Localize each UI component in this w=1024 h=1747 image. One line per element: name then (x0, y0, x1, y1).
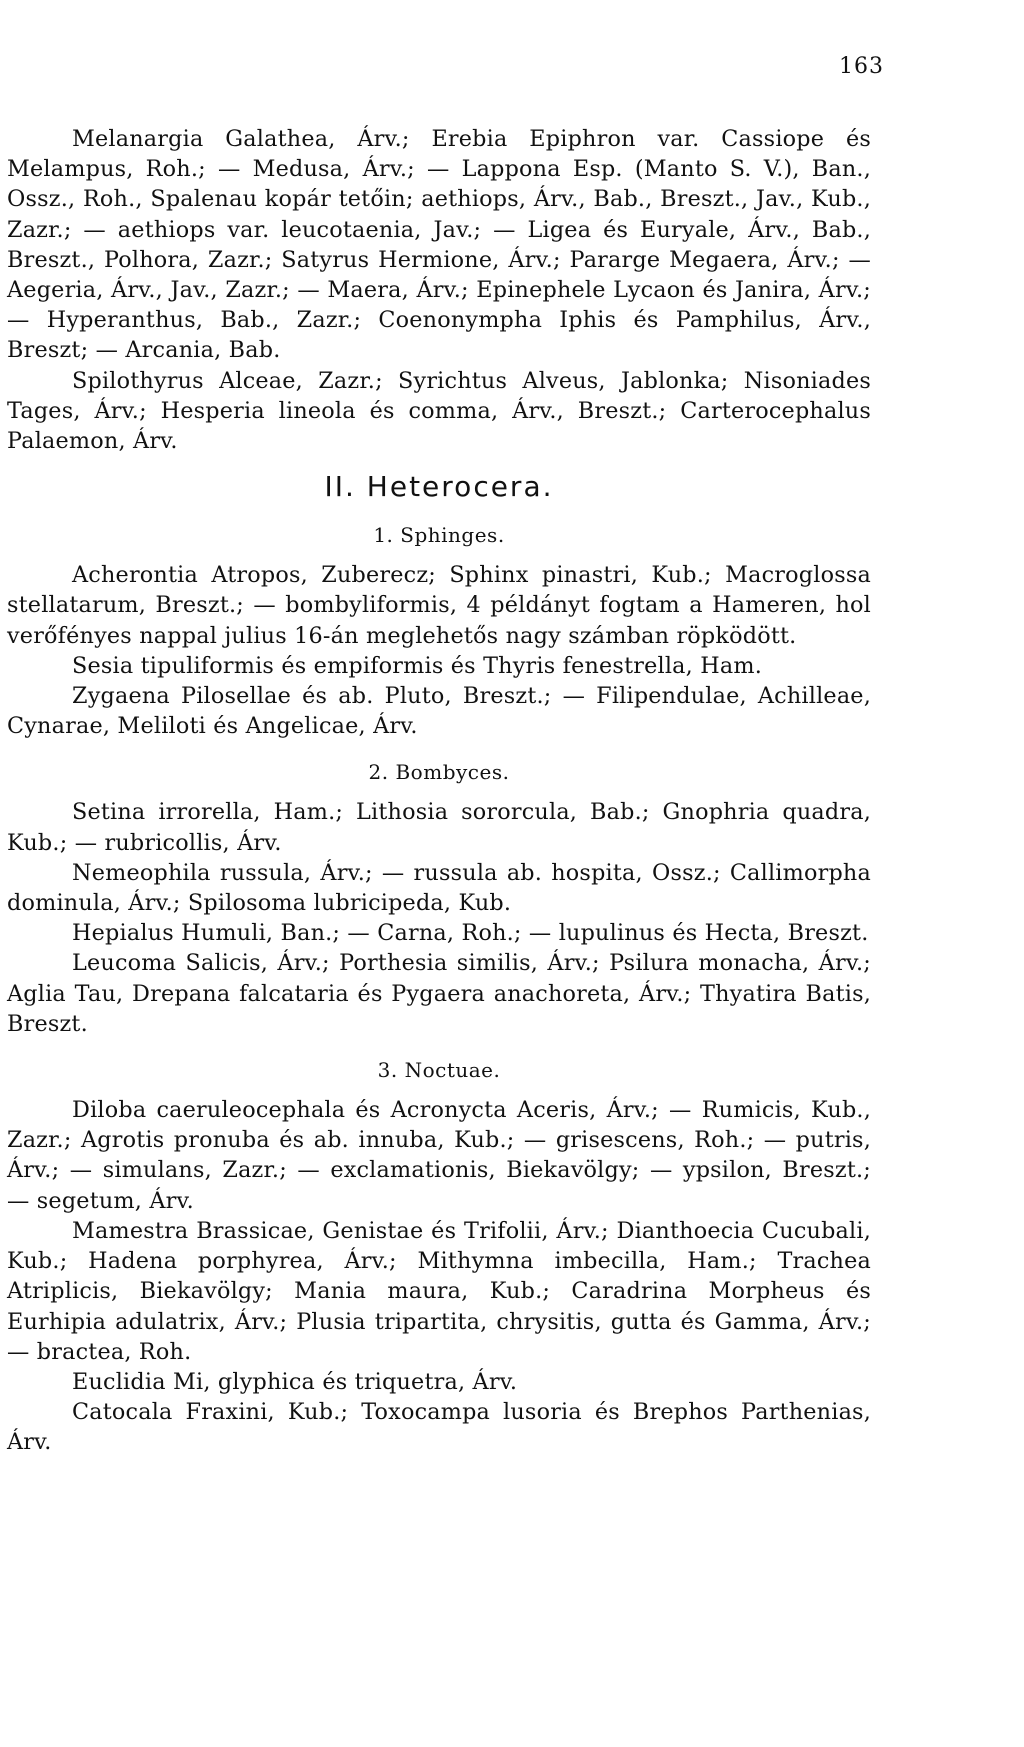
section-heading: II. Heterocera. (324, 470, 554, 504)
paragraph: Leucoma Salicis, Árv.; Porthesia similis, Árv.; Psilura monacha, Árv.; Aglia Tau, Drepana falcataria és Pygaera anachoreta, Árv.; Thyatira Batis, Breszt. (7, 950, 871, 1037)
subsection-heading: 2. Bombyces. (368, 760, 510, 785)
subsection-heading: 1. Sphinges. (373, 523, 505, 548)
paragraph: Spilothyrus Alceae, Zazr.; Syrichtus Alveus, Jablonka; Nisoniades Tages, Árv.; Hesperia lineola és comma, Árv., Breszt.; Carterocephalus Palaemon, Árv. (7, 367, 871, 455)
paragraph: Diloba caeruleocephala és Acronycta Aceris, Árv.; — Rumicis, Kub., Zazr.; Agrotis pronuba és ab. innuba, Kub.; — grisescens, Roh.; — putris, Árv.; — simulans, Zazr.; — exclamationis, Biekavölgy; — ypsilon, Breszt.; — segetum, Árv. (7, 1097, 871, 1214)
paragraph: Sesia tipuliformis és empiformis és Thyris fenestrella, Ham. (72, 652, 762, 679)
page-content (7, 124, 871, 1458)
paragraph: Zygaena Pilosellae és ab. Pluto, Breszt.; — Filipendulae, Achilleae, Cynarae, Meliloti és Angelicae, Árv. (7, 683, 871, 740)
paragraph: Euclidia Mi, glyphica és triquetra, Árv. (72, 1368, 518, 1395)
paragraph: Setina irrorella, Ham.; Lithosia sororcula, Bab.; Gnophria quadra, Kub.; — rubricollis, Árv. (7, 799, 871, 856)
subsection-heading: 3. Noctuae. (377, 1058, 501, 1083)
page-number: 163 (839, 54, 884, 79)
paragraph: Hepialus Humuli, Ban.; — Carna, Roh.; — lupulinus és Hecta, Breszt. (72, 920, 869, 947)
paragraph: Acherontia Atropos, Zuberecz; Sphinx pinastri, Kub.; Macroglossa stellatarum, Breszt.; — bombyliformis, 4 példányt fogtam a Hameren, hol verőfényes nappal julius 16-án meglehetős nagy számban röpködött. (7, 562, 871, 649)
paragraph: Mamestra Brassicae, Genistae és Trifolii, Árv.; Dianthoecia Cucubali, Kub.; Hadena porphyrea, Árv.; Mithymna imbecilla, Ham.; Trachea Atriplicis, Biekavölgy; Mania maura, Kub.; Caradrina Morpheus és Eurhipia adulatrix, Árv.; Plusia tripartita, chrysitis, gutta és Gamma, Árv.; — bractea, Roh. (7, 1217, 871, 1365)
paragraph: Nemeophila russula, Árv.; — russula ab. hospita, Ossz.; Callimorpha dominula, Árv.; Spilosoma lubricipeda, Kub. (7, 859, 871, 917)
paragraph: Melanargia Galathea, Árv.; Erebia Epiphron var. Cassiope és Melampus, Roh.; — Medusa, Árv.; — Lappona Esp. (Manto S. V.), Ban., Ossz., Roh., Spalenau kopár tetőin; aethiops, Árv., Bab., Breszt., Jav., Kub., Zazr.; — aethiops var. leucotaenia, Jav.; — Ligea és Euryale, Árv., Bab., Breszt., Polhora, Zazr.; Satyrus Hermione, Árv.; Pararge Megaera, Árv.; — Aegeria, Árv., Jav., Zazr.; — Maera, Árv.; Epinephele Lycaon és Janira, Árv.; — Hyperanthus, Bab., Zazr.; Coenonympha Iphis és Pamphilus, Árv., Breszt; — Arcania, Bab. (7, 126, 871, 364)
paragraph: Catocala Fraxini, Kub.; Toxocampa lusoria és Brephos Parthenias, Árv. (7, 1399, 871, 1456)
